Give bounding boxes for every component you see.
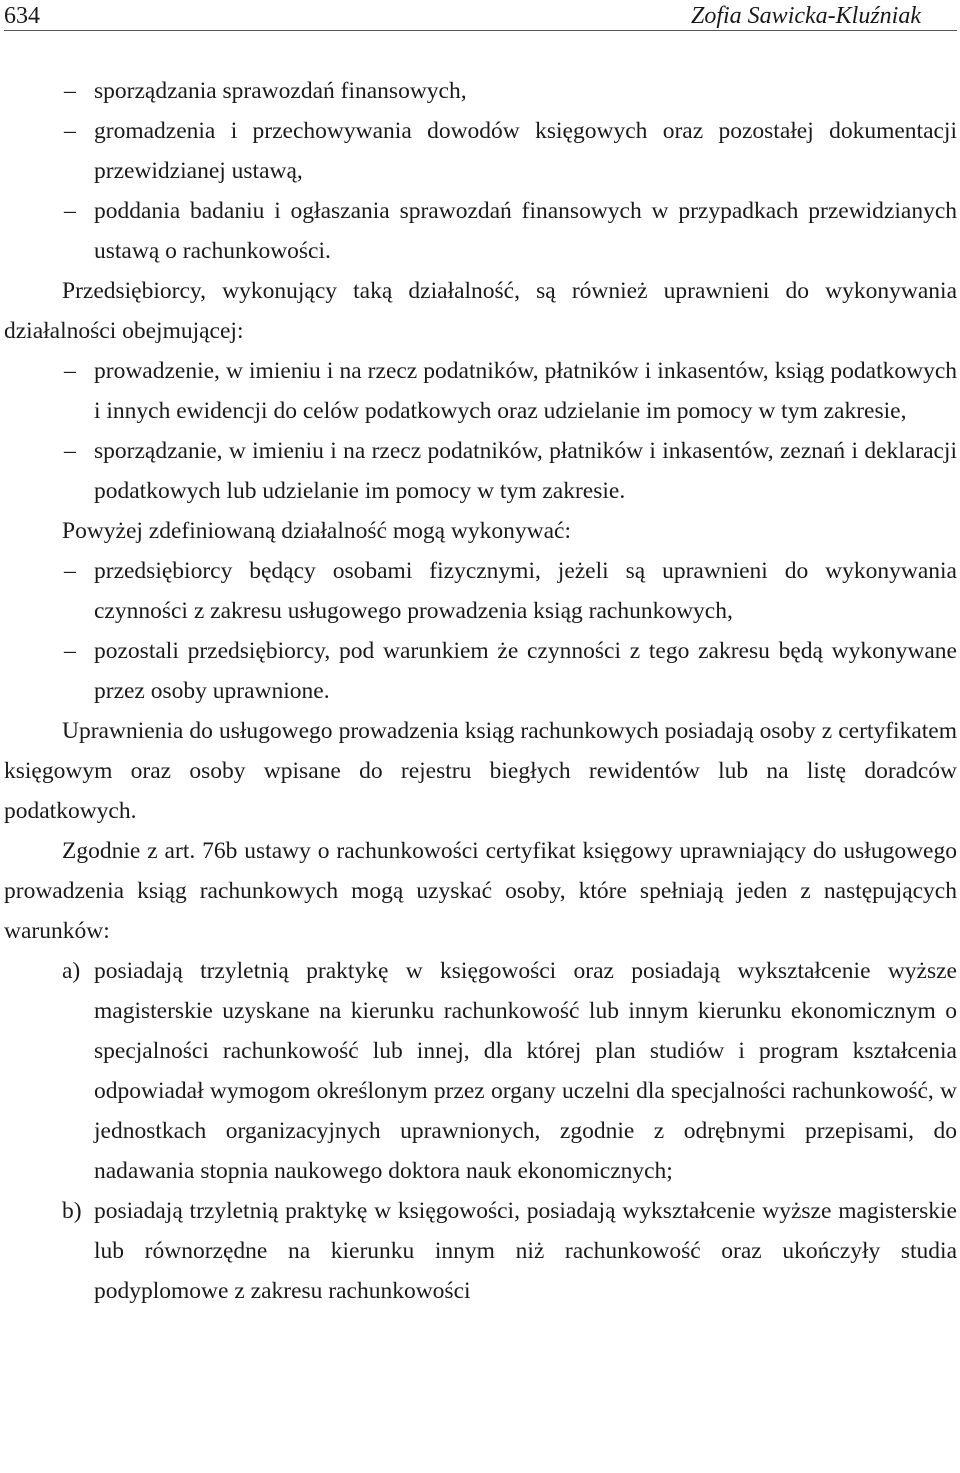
list-item xyxy=(4,1191,957,1311)
dash-marker: – xyxy=(64,118,76,144)
running-header xyxy=(4,0,957,31)
running-author: Zofia Sawicka-Kluźniak xyxy=(691,3,921,29)
list-item xyxy=(4,631,957,711)
list-item xyxy=(4,951,957,1191)
paragraph: Uprawnienia do usługowego prowadzenia ksiąg rachunkowych posiadają osoby z certyfikatem księgowym oraz osoby wpisane do rejestru biegłych rewidentów lub na listę doradców podatkowych. xyxy=(4,718,957,824)
body-text xyxy=(4,71,957,1311)
dash-marker: – xyxy=(64,638,76,664)
paragraph: Powyżej zdefiniowaną działalność mogą wykonywać: xyxy=(62,518,572,544)
list-item xyxy=(4,431,957,511)
page-number: 634 xyxy=(4,3,40,29)
list-item xyxy=(4,191,957,271)
list-item-text: sporządzanie, w imieniu i na rzecz podatników, płatników i inkasentów, zeznań i deklaracji podatkowych lub udzielanie im pomocy w tym zakresie. xyxy=(94,438,957,504)
dash-marker: – xyxy=(64,438,76,464)
list-item-text: prowadzenie, w imieniu i na rzecz podatników, płatników i inkasentów, ksiąg podatkowych i innych ewidencji do celów podatkowych oraz udzielanie im pomocy w tym zakresie, xyxy=(94,358,957,424)
dash-marker: – xyxy=(64,78,76,104)
list-item-text: sporządzania sprawozdań finansowych, xyxy=(94,78,467,104)
list-item-text: pozostali przedsiębiorcy, pod warunkiem że czynności z tego zakresu będą wykonywane przez osoby uprawnione. xyxy=(94,638,957,704)
list-item-text: posiadają trzyletnią praktykę w księgowości, posiadają wykształcenie wyższe magisterskie lub równorzędne na kierunku innym niż rachunkowość oraz ukończyły studia podyplomowe z zakresu rachunkowości xyxy=(94,1198,957,1304)
list-item xyxy=(4,351,957,431)
list-item xyxy=(4,551,957,631)
list-item xyxy=(4,71,957,111)
dash-marker: – xyxy=(64,358,76,384)
letter-marker: b) xyxy=(62,1198,82,1224)
list-item-text: przedsiębiorcy będący osobami fizycznymi, jeżeli są uprawnieni do wykonywania czynności z zakresu usługowego prowadzenia ksiąg rachunkowych, xyxy=(94,558,957,624)
dash-marker: – xyxy=(64,558,76,584)
list-item-text: posiadają trzyletnią praktykę w księgowości oraz posiadają wykształcenie wyższe magisterskie uzyskane na kierunku rachunkowość lub innym kierunku ekonomicznym o specjalności rachunkowość lub innej, dla której plan studiów i program kształcenia odpowiadał wymogom określonym przez organy uczelni dla specjalności rachunkowość, w jednostkach organizacyjnych uprawnionych, zgodnie z odrębnymi przepisami, do nadawania stopnia naukowego doktora nauk ekonomicznych; xyxy=(94,958,957,1184)
paragraph: Przedsiębiorcy, wykonujący taką działalność, są również uprawnieni do wykonywania działalności obejmującej: xyxy=(4,278,957,344)
list-item xyxy=(4,111,957,191)
dash-marker: – xyxy=(64,198,76,224)
list-item-text: poddania badaniu i ogłaszania sprawozdań finansowych w przypadkach przewidzianych ustawą o rachunkowości. xyxy=(94,198,957,264)
list-item-text: gromadzenia i przechowywania dowodów księgowych oraz pozostałej dokumentacji przewidzianej ustawą, xyxy=(94,118,957,184)
paragraph: Zgodnie z art. 76b ustawy o rachunkowości certyfikat księgowy uprawniający do usługowego prowadzenia ksiąg rachunkowych mogą uzyskać osoby, które spełniają jeden z następujących warunków: xyxy=(4,838,957,944)
letter-marker: a) xyxy=(62,958,81,984)
